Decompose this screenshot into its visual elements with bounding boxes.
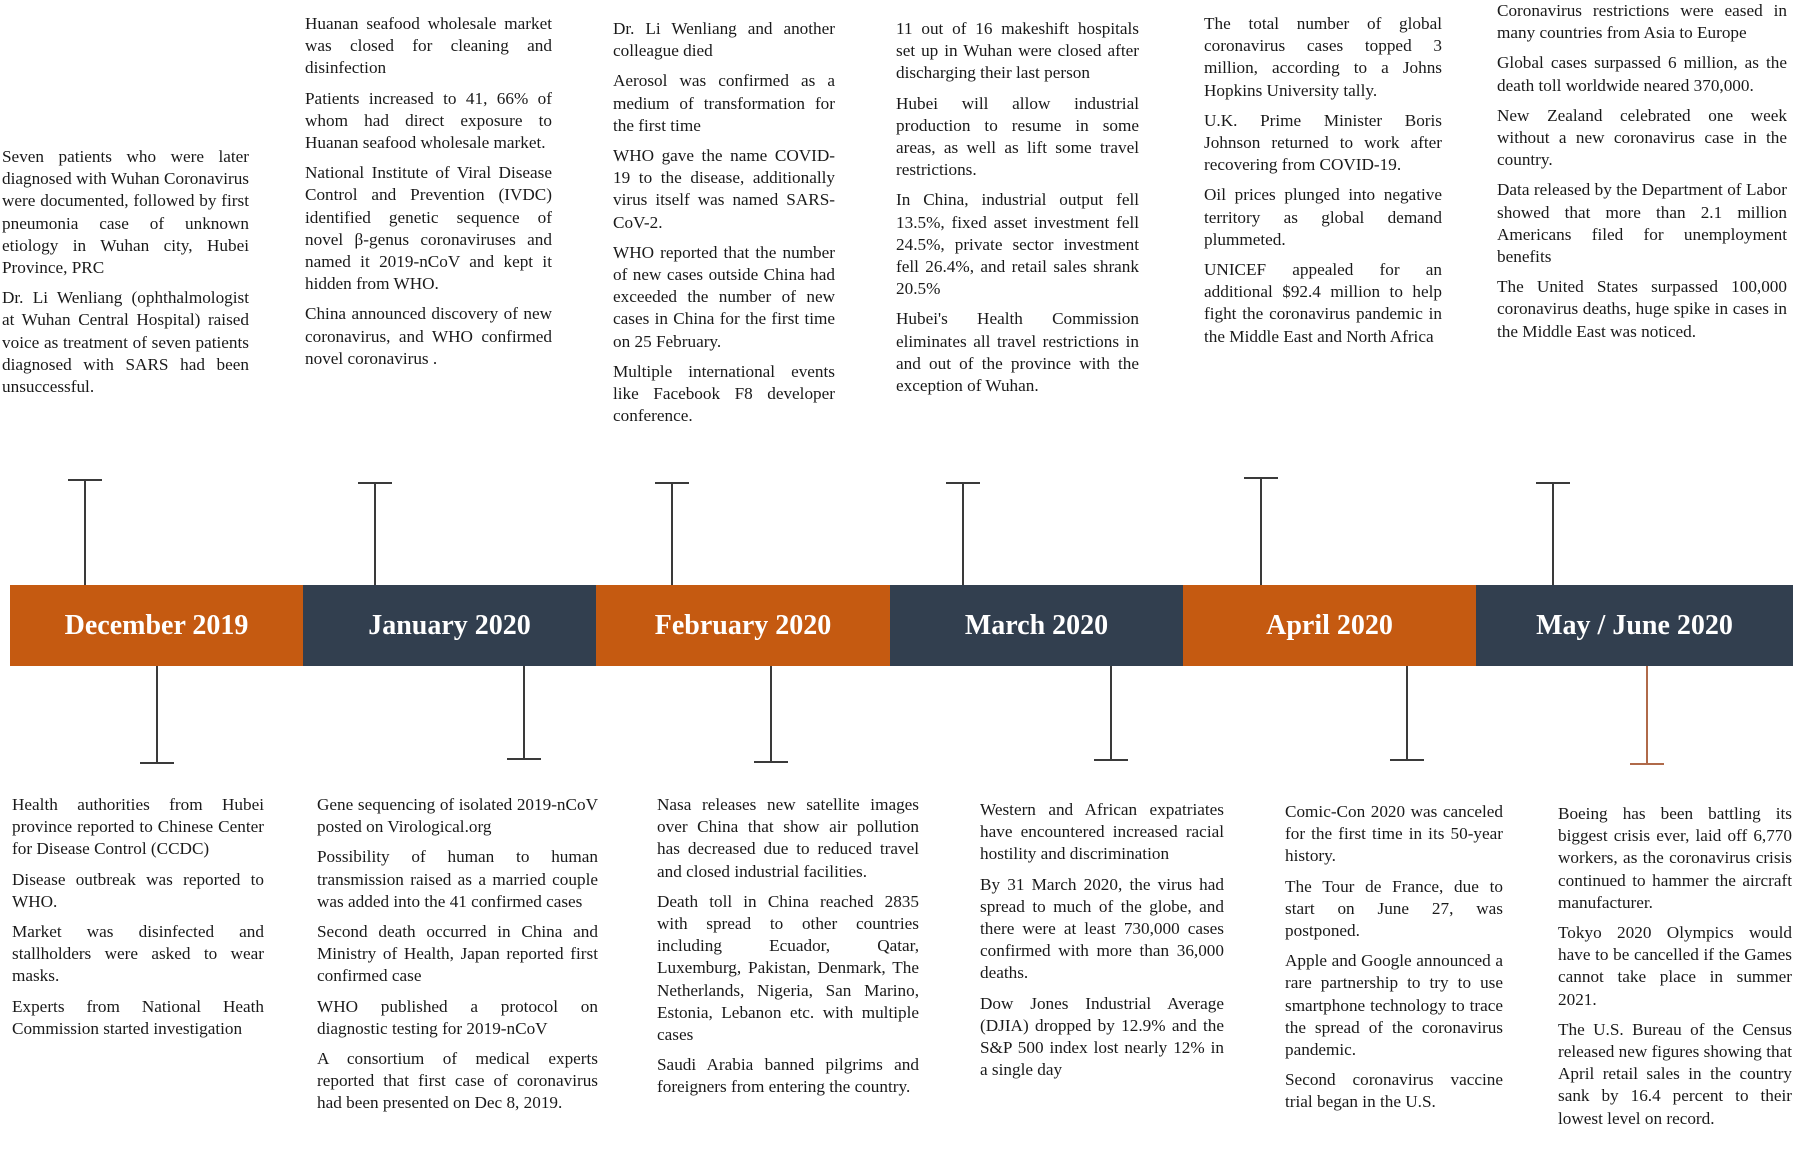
- event-text: Second coronavirus vaccine trial began in the U.S.: [1285, 1070, 1503, 1112]
- connector-cap: [140, 762, 174, 764]
- event-text: China announced discovery of new coronavirus, and WHO confirmed novel coronavirus .: [305, 304, 552, 368]
- month-bar-mar-2020: [890, 585, 1183, 666]
- connector-stem: [1260, 477, 1262, 585]
- event-text: Comic-Con 2020 was canceled for the first time in its 50-year history.: [1285, 802, 1503, 866]
- event-text: The U.S. Bureau of the Census released new figures showing that April retail sales in the country sank by 16.4 percent to their lowest level on record.: [1558, 1019, 1792, 1128]
- event-text: WHO reported that the number of new cases outside China had exceeded the number of new cases in China for the first time on 25 February.: [613, 242, 835, 351]
- event-text: In China, industrial output fell 13.5%, fixed asset investment fell 24.5%, private sector investment fell 26.4%, and retail sales shrank 20.5%: [896, 190, 1139, 299]
- event-text: Global cases surpassed 6 million, as the death toll worldwide neared 370,000.: [1497, 53, 1787, 95]
- event-text: Tokyo 2020 Olympics would have to be cancelled if the Games cannot take place in summer 2021.: [1558, 923, 1792, 1009]
- event-text: New Zealand celebrated one week without a new coronavirus case in the country.: [1497, 105, 1787, 170]
- events-may-june-2020-top: [1497, 0, 1787, 351]
- connector-cap: [1630, 763, 1664, 765]
- event-text: Disease outbreak was reported to WHO.: [12, 869, 264, 911]
- connector-cap: [1390, 759, 1424, 761]
- connector-stem: [84, 479, 86, 585]
- connector-stem: [374, 482, 376, 585]
- events-mar-2020-bottom: [980, 799, 1224, 1089]
- connector-stem: [523, 666, 525, 758]
- event-text: A consortium of medical experts reported that first case of coronavirus had been presented on Dec 8, 2019.: [317, 1049, 598, 1113]
- event-text: Data released by the Department of Labor showed that more than 2.1 million Americans filed for unemployment benefits: [1497, 180, 1787, 267]
- events-jan-2020-top: [305, 13, 552, 378]
- event-text: WHO gave the name COVID-19 to the disease, additionally virus itself was named SARS-CoV-2.: [613, 146, 835, 232]
- events-feb-2020-bottom: [657, 794, 919, 1107]
- month-label: March 2020: [964, 609, 1109, 641]
- connector-stem: [1406, 666, 1408, 759]
- event-text: Saudi Arabia banned pilgrims and foreigners from entering the country.: [657, 1055, 919, 1097]
- events-apr-2020-bottom: [1285, 801, 1503, 1122]
- connector-stem: [962, 482, 964, 585]
- event-text: Gene sequencing of isolated 2019-nCoV posted on Virological.org: [317, 795, 598, 837]
- event-text: Second death occurred in China and Ministry of Health, Japan reported first confirmed case: [317, 922, 598, 986]
- events-dec-2019-top: [2, 146, 249, 406]
- event-text: Huanan seafood wholesale market was closed for cleaning and disinfection: [305, 14, 552, 78]
- connector-stem: [156, 666, 158, 762]
- event-text: The Tour de France, due to start on June 27, was postponed.: [1285, 876, 1503, 941]
- event-text: Possibility of human to human transmission raised as a married couple was added into the 41 confirmed cases: [317, 847, 598, 911]
- month-bar-dec-2019: [10, 585, 303, 666]
- event-text: Oil prices plunged into negative territory as global demand plummeted.: [1204, 185, 1442, 249]
- event-text: Health authorities from Hubei province reported to Chinese Center for Disease Control (CCDC): [12, 795, 264, 859]
- event-text: The total number of global coronavirus cases topped 3 million, according to a Johns Hopkins University tally.: [1204, 14, 1442, 100]
- connector-stem: [671, 482, 673, 585]
- events-apr-2020-top: [1204, 13, 1442, 356]
- month-label: January 2020: [368, 609, 531, 641]
- event-text: Hubei's Health Commission eliminates all travel restrictions in and out of the province with the exception of Wuhan.: [896, 309, 1139, 396]
- month-label: April 2020: [1266, 609, 1393, 641]
- month-bar-apr-2020: [1183, 585, 1476, 666]
- event-text: UNICEF appealed for an additional $92.4 million to help fight the coronavirus pandemic in the Middle East and North Africa: [1204, 260, 1442, 346]
- connector-cap: [507, 758, 541, 760]
- connector-cap: [754, 761, 788, 763]
- event-text: By 31 March 2020, the virus had spread to much of the globe, and there were at least 730,000 cases confirmed with more than 36,000 deaths.: [980, 874, 1224, 983]
- connector-stem: [1646, 666, 1648, 763]
- event-text: The United States surpassed 100,000 coronavirus deaths, huge spike in cases in the Middle East was noticed.: [1497, 277, 1787, 341]
- event-text: Death toll in China reached 2835 with spread to other countries including Ecuador, Qatar, Luxemburg, Pakistan, Denmark, The Netherlands, Nigeria, San Marino, Estonia, Lebanon etc. with multiple cases: [657, 891, 919, 1045]
- connector-stem: [770, 666, 772, 761]
- event-text: Dr. Li Wenliang (ophthalmologist at Wuhan Central Hospital) raised voice as treatment of seven patients diagnosed with SARS had been unsuccessful.: [2, 288, 249, 397]
- events-feb-2020-top: [613, 18, 835, 448]
- connector-stem: [1110, 666, 1112, 759]
- month-label: February 2020: [654, 609, 832, 641]
- event-text: Boeing has been battling its biggest crisis ever, laid off 6,770 workers, as the coronavirus crisis continued to hammer the aircraft manufacturer.: [1558, 804, 1792, 912]
- event-text: Hubei will allow industrial production to resume in some areas, as well as lift some travel restrictions.: [896, 93, 1139, 180]
- event-text: Patients increased to 41, 66% of whom had direct exposure to Huanan seafood wholesale market.: [305, 88, 552, 153]
- events-may-june-2020-bottom: [1558, 803, 1792, 1138]
- events-dec-2019-bottom: [12, 794, 264, 1048]
- event-text: Apple and Google announced a rare partnership to try to use smartphone technology to trace the spread of the coronavirus pandemic.: [1285, 951, 1503, 1060]
- event-text: Multiple international events like Facebook F8 developer conference.: [613, 361, 835, 426]
- events-jan-2020-bottom: [317, 794, 598, 1123]
- event-text: Market was disinfected and stallholders were asked to wear masks.: [12, 922, 264, 986]
- month-bar-jan-2020: [303, 585, 596, 666]
- event-text: Dr. Li Wenliang and another colleague died: [613, 19, 835, 61]
- event-text: Western and African expatriates have encountered increased racial hostility and discrimination: [980, 800, 1224, 864]
- month-label: May / June 2020: [1536, 609, 1733, 641]
- event-text: Nasa releases new satellite images over China that show air pollution has decreased due to reduced travel and closed industrial facilities.: [657, 795, 919, 881]
- month-bar-feb-2020: [596, 585, 890, 666]
- event-text: Dow Jones Industrial Average (DJIA) dropped by 12.9% and the S&P 500 index lost nearly 12% in a single day: [980, 993, 1224, 1080]
- event-text: Seven patients who were later diagnosed with Wuhan Coronavirus were documented, followed by first pneumonia case of unknown etiology in Wuhan city, Hubei Province, PRC: [2, 147, 249, 278]
- month-label: December 2019: [64, 609, 249, 641]
- connector-cap: [1094, 759, 1128, 761]
- event-text: National Institute of Viral Disease Control and Prevention (IVDC) identified genetic sequence of novel β-genus coronaviruses and named it 2019-nCoV and kept it hidden from WHO.: [305, 163, 552, 294]
- event-text: U.K. Prime Minister Boris Johnson returned to work after recovering from COVID-19.: [1204, 110, 1442, 175]
- event-text: Aerosol was confirmed as a medium of transformation for the first time: [613, 71, 835, 135]
- connector-stem: [1552, 482, 1554, 585]
- event-text: WHO published a protocol on diagnostic testing for 2019-nCoV: [317, 996, 598, 1038]
- event-text: 11 out of 16 makeshift hospitals set up in Wuhan were closed after discharging their last person: [896, 19, 1139, 83]
- events-mar-2020-top: [896, 18, 1139, 405]
- event-text: Experts from National Heath Commission started investigation: [12, 996, 264, 1038]
- month-bar-may-june-2020: [1476, 585, 1793, 666]
- event-text: Coronavirus restrictions were eased in many countries from Asia to Europe: [1497, 1, 1787, 43]
